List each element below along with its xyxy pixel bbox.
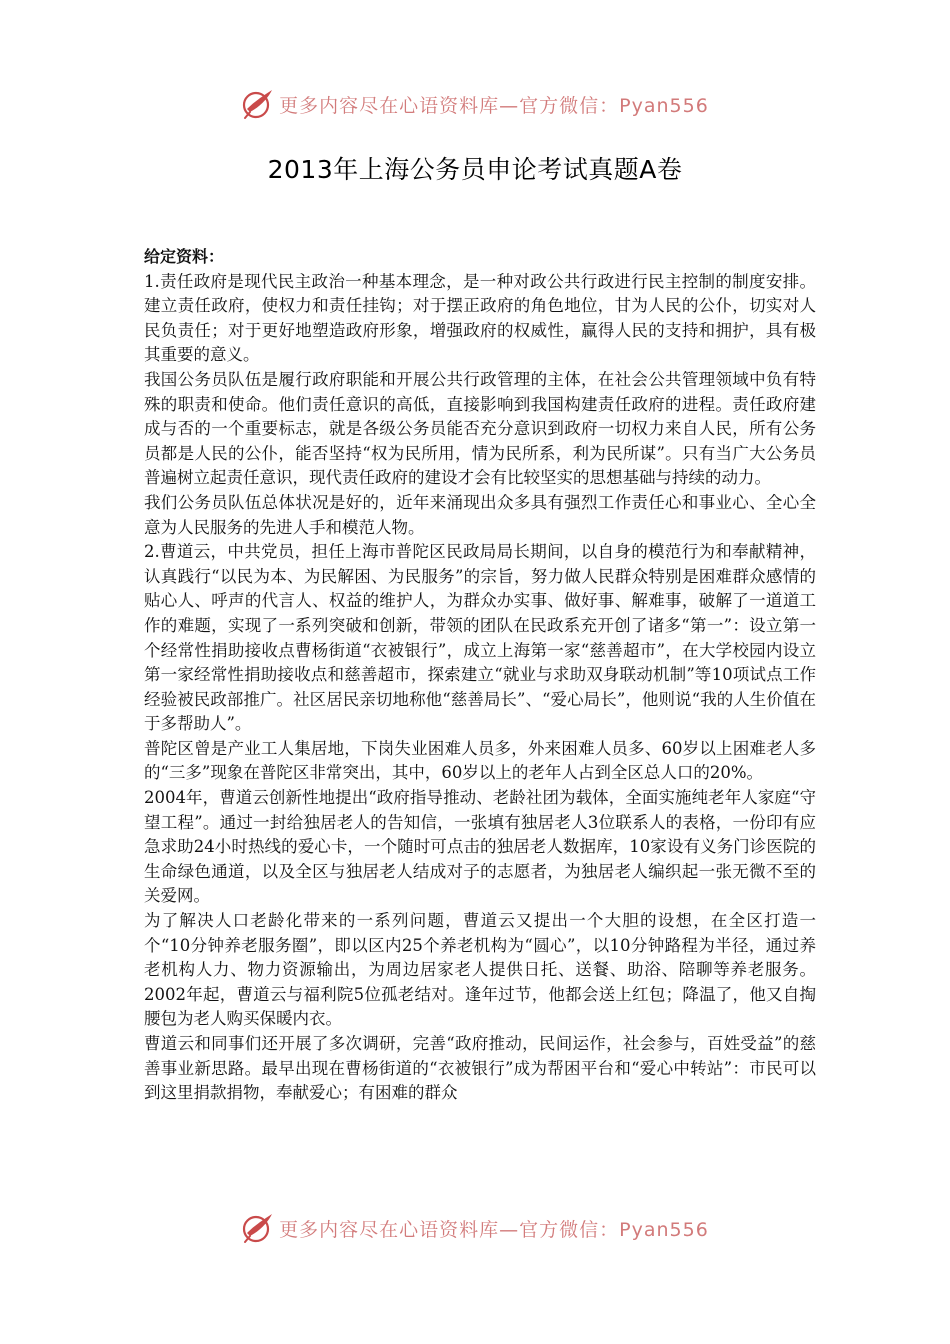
paragraph: 我国公务员队伍是履行政府职能和开展公共行政管理的主体，在社会公共管理领域中负有特殊的职责和使命。他们责任意识的高低，直接影响到我国构建责任政府的进程。责任政府建成与否的一个重要标志，就是各级公务员能否充分意识到政府一切权力来自人民，所有公务员都是人民的公仆，能否坚持“权为民所用，情为民所系，利为民所谋”。只有当广大公务员普遍树立起责任意识，现代责任政府的建设才会有比较坚实的思想基础与持续的动力。 <box>144 369 816 488</box>
header-watermark <box>0 84 950 124</box>
quill-logo-icon <box>241 87 275 121</box>
paragraph: 曹道云和同事们还开展了多次调研，完善“政府推动，民间运作，社会参与，百姓受益”的慈善事业新思路。最早出现在曹杨街道的“衣被银行”成为帮困平台和“爱心中转站”：市民可以到这里捐款捐物，奉献爱心；有困难的群众 <box>144 1034 816 1103</box>
quill-logo-icon <box>241 1211 275 1245</box>
paragraph: 普陀区曾是产业工人集居地，下岗失业困难人员多，外来困难人员多、60岁以上困难老人多的“三多”现象在普陀区非常突出，其中，60岁以上的老年人占到全区总人口的20%。 <box>144 738 816 783</box>
paragraph: 我们公务员队伍总体状况是好的，近年来涌现出众多具有强烈工作责任心和事业心、全心全意为人民服务的先进人手和模范人物。 <box>144 492 816 537</box>
document-body <box>144 245 816 1106</box>
section-label: 给定资料： <box>144 247 225 266</box>
header-watermark-text: 更多内容尽在心语资料库—官方微信：Pyan556 <box>279 94 709 117</box>
paragraph: 1.责任政府是现代民主政治一种基本理念，是一种对政公共行政进行民主控制的制度安排。建立责任政府，使权力和责任挂钩；对于摆正政府的角色地位，甘为人民的公仆，切实对人民负责任；对于更好地塑造政府形象，增强政府的权威性，赢得人民的支持和拥护，具有极其重要的意义。 <box>144 271 816 365</box>
paragraph: 2004年，曹道云创新性地提出“政府指导推动、老龄社团为载体，全面实施纯老年人家庭“守望工程”。通过一封给独居老人的告知信，一张填有独居老人3位联系人的表格，一份印有应急求助24小时热线的爱心卡，一个随时可点击的独居老人数据库，10家设有义务门诊医院的生命绿色通道，以及全区与独居老人结成对子的志愿者，为独居老人编织起一张无微不至的关爱网。 <box>144 788 816 906</box>
document-title: 2013年上海公务员申论考试真题A卷 <box>267 155 683 184</box>
paragraph: 2.曹道云，中共党员，担任上海市普陀区民政局局长期间，以自身的模范行为和奉献精神，认真践行“以民为本、为民解困、为民服务”的宗旨，努力做人民群众特别是困难群众感情的贴心人、呼声的代言人、权益的维护人，为群众办实事、做好事、解难事，破解了一道道工作的难题，实现了一系列突破和创新，带领的团队在民政系充开创了诸多“第一”：设立第一个经常性捐助接收点曹杨街道“衣被银行”，成立上海第一家“慈善超市”，在大学校园内设立第一家经常性捐助接收点和慈善超市，探索建立“就业与求助双身联动机制”等10项试点工作经验被民政部推广。社区居民亲切地称他“慈善局长”、“爱心局长”，他则说“我的人生价值在于多帮助人”。 <box>144 542 816 734</box>
footer-watermark <box>0 1208 950 1248</box>
footer-watermark-text: 更多内容尽在心语资料库—官方微信：Pyan556 <box>279 1218 709 1241</box>
paragraph: 为了解决人口老龄化带来的一系列问题，曹道云又提出一个大胆的设想，在全区打造一个“10分钟养老服务圈”，即以区内25个养老机构为“圆心”，以10分钟路程为半径，通过养老机构人力、物力资源输出，为周边居家老人提供日托、送餐、助浴、陪聊等养老服务。2002年起，曹道云与福利院5位孤老结对。逢年过节，他都会送上红包；降温了，他又自掏腰包为老人购买保暖内衣。 <box>144 911 816 1029</box>
